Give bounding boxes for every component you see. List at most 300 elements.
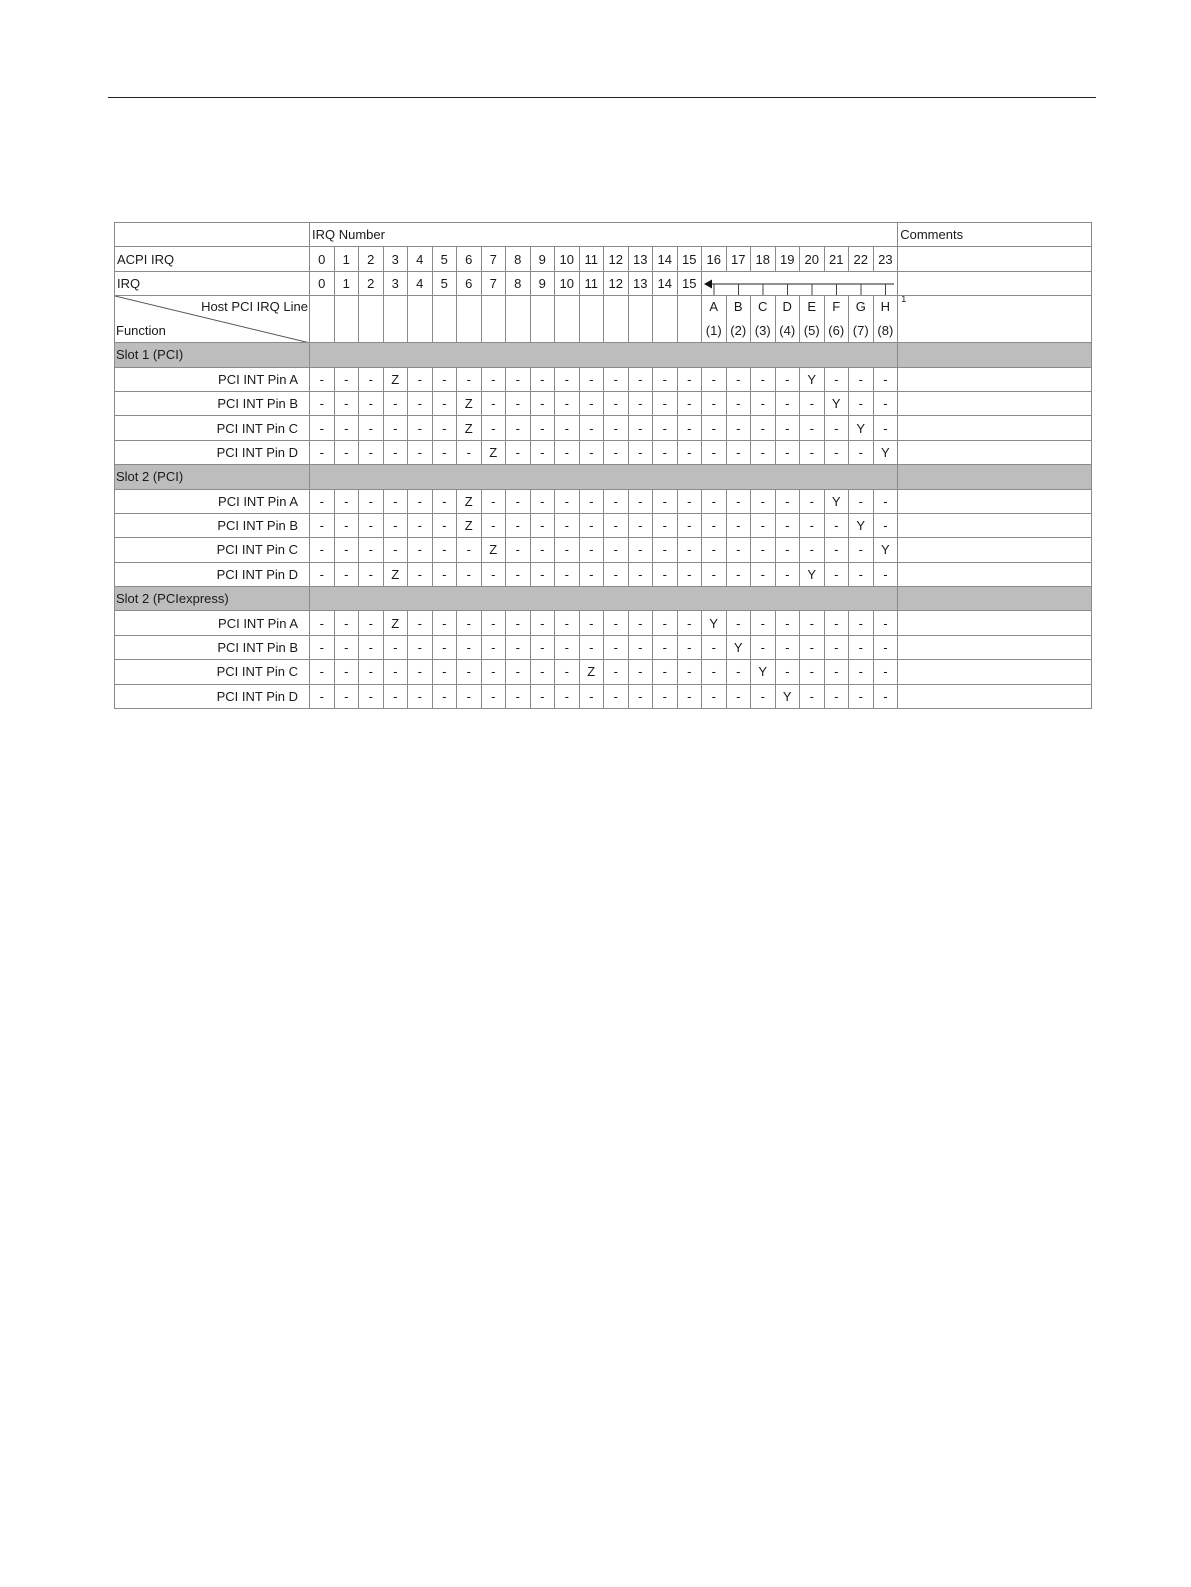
- mapping-cell: -: [824, 562, 849, 586]
- mapping-cell: Y: [849, 416, 874, 440]
- comment-cell: [898, 416, 1092, 440]
- mapping-cell: -: [873, 391, 898, 415]
- comment-cell: [898, 611, 1092, 635]
- section-filler: [310, 343, 898, 367]
- function-label: PCI INT Pin A: [115, 489, 310, 513]
- comment-cell: [898, 513, 1092, 537]
- mapping-cell: -: [579, 513, 604, 537]
- mapping-cell: -: [334, 660, 359, 684]
- mapping-cell: -: [653, 489, 678, 513]
- mapping-cell: -: [800, 416, 825, 440]
- mapping-cell: -: [702, 391, 727, 415]
- mapping-cell: -: [604, 562, 629, 586]
- mapping-cell: -: [555, 660, 580, 684]
- host-pci-line-cell: [702, 296, 727, 343]
- section-title: Slot 2 (PCI): [115, 465, 310, 489]
- host-line-letter: F: [832, 299, 841, 315]
- mapping-cell: -: [481, 660, 506, 684]
- mapping-cell: -: [555, 440, 580, 464]
- mapping-cell: Y: [873, 440, 898, 464]
- mapping-cell: -: [800, 660, 825, 684]
- mapping-cell: -: [383, 440, 408, 464]
- host-line-empty-cell: [408, 296, 433, 343]
- acpi-irq-value: 13: [628, 247, 653, 271]
- mapping-cell: -: [775, 538, 800, 562]
- mapping-cell: -: [677, 660, 702, 684]
- host-pci-line-cell: [726, 296, 751, 343]
- mapping-cell: -: [677, 513, 702, 537]
- routing-arrow-icon: [702, 272, 898, 296]
- mapping-cell: -: [481, 391, 506, 415]
- section-header-row: [115, 465, 1092, 489]
- mapping-cell: -: [751, 562, 776, 586]
- mapping-cell: Z: [383, 562, 408, 586]
- mapping-cell: -: [775, 440, 800, 464]
- comment-cell: [898, 440, 1092, 464]
- mapping-cell: -: [432, 440, 457, 464]
- section-comment-cell: [898, 343, 1092, 367]
- acpi-irq-value: 1: [334, 247, 359, 271]
- mapping-cell: -: [359, 660, 384, 684]
- host-line-empty-cell: [506, 296, 531, 343]
- mapping-cell: -: [726, 660, 751, 684]
- mapping-cell: -: [849, 562, 874, 586]
- acpi-irq-row: [115, 247, 1092, 271]
- mapping-cell: -: [677, 489, 702, 513]
- mapping-cell: -: [726, 684, 751, 708]
- mapping-cell: -: [579, 416, 604, 440]
- mapping-cell: -: [677, 440, 702, 464]
- mapping-cell: -: [628, 635, 653, 659]
- mapping-cell: -: [628, 611, 653, 635]
- mapping-cell: -: [726, 440, 751, 464]
- mapping-cell: -: [506, 611, 531, 635]
- irq-value: 11: [579, 271, 604, 295]
- mapping-cell: -: [334, 416, 359, 440]
- mapping-cell: -: [873, 611, 898, 635]
- mapping-cell: -: [579, 635, 604, 659]
- table-row: [115, 660, 1092, 684]
- section-title: Slot 1 (PCI): [115, 343, 310, 367]
- mapping-cell: -: [653, 391, 678, 415]
- mapping-cell: -: [800, 538, 825, 562]
- mapping-cell: Y: [800, 562, 825, 586]
- irq-value: 14: [653, 271, 678, 295]
- table-row: [115, 489, 1092, 513]
- irq-value: 7: [481, 271, 506, 295]
- mapping-cell: -: [506, 562, 531, 586]
- mapping-cell: -: [530, 538, 555, 562]
- mapping-cell: -: [824, 635, 849, 659]
- irq-value: 12: [604, 271, 629, 295]
- mapping-cell: -: [628, 440, 653, 464]
- mapping-cell: -: [628, 538, 653, 562]
- acpi-irq-value: 16: [702, 247, 727, 271]
- host-line-number: (2): [730, 323, 747, 339]
- mapping-cell: -: [751, 611, 776, 635]
- mapping-cell: Y: [849, 513, 874, 537]
- acpi-irq-value: 2: [359, 247, 384, 271]
- acpi-irq-value: 4: [408, 247, 433, 271]
- table-row: [115, 416, 1092, 440]
- mapping-cell: -: [457, 684, 482, 708]
- host-line-number: (1): [705, 323, 722, 339]
- mapping-cell: -: [849, 684, 874, 708]
- mapping-cell: -: [873, 684, 898, 708]
- mapping-cell: Y: [824, 489, 849, 513]
- mapping-cell: -: [310, 513, 335, 537]
- irq-value: 9: [530, 271, 555, 295]
- mapping-cell: -: [506, 660, 531, 684]
- mapping-cell: Y: [824, 391, 849, 415]
- mapping-cell: -: [873, 489, 898, 513]
- comment-cell: [898, 562, 1092, 586]
- mapping-cell: -: [359, 416, 384, 440]
- acpi-irq-value: 0: [310, 247, 335, 271]
- mapping-cell: -: [555, 635, 580, 659]
- mapping-cell: -: [310, 660, 335, 684]
- mapping-cell: -: [432, 684, 457, 708]
- mapping-cell: -: [555, 513, 580, 537]
- mapping-cell: -: [824, 611, 849, 635]
- irq-value: 1: [334, 271, 359, 295]
- host-line-empty-cell: [604, 296, 629, 343]
- mapping-cell: -: [530, 440, 555, 464]
- acpi-irq-value: 19: [775, 247, 800, 271]
- irq-value: 4: [408, 271, 433, 295]
- mapping-cell: -: [383, 635, 408, 659]
- acpi-irq-value: 23: [873, 247, 898, 271]
- function-label: PCI INT Pin C: [115, 660, 310, 684]
- irq-value: 13: [628, 271, 653, 295]
- mapping-cell: -: [702, 635, 727, 659]
- mapping-cell: -: [653, 513, 678, 537]
- mapping-cell: -: [555, 538, 580, 562]
- host-pci-line-cell: [824, 296, 849, 343]
- mapping-cell: -: [653, 635, 678, 659]
- acpi-irq-value: 5: [432, 247, 457, 271]
- function-label: PCI INT Pin C: [115, 538, 310, 562]
- mapping-cell: -: [604, 440, 629, 464]
- mapping-cell: -: [824, 367, 849, 391]
- acpi-irq-value: 14: [653, 247, 678, 271]
- mapping-cell: -: [824, 684, 849, 708]
- mapping-cell: -: [726, 489, 751, 513]
- mapping-cell: -: [457, 538, 482, 562]
- mapping-cell: -: [824, 440, 849, 464]
- mapping-cell: -: [628, 489, 653, 513]
- mapping-cell: -: [702, 489, 727, 513]
- mapping-cell: -: [334, 489, 359, 513]
- mapping-cell: -: [653, 660, 678, 684]
- mapping-cell: -: [506, 635, 531, 659]
- mapping-cell: -: [555, 489, 580, 513]
- mapping-cell: -: [506, 440, 531, 464]
- mapping-cell: -: [310, 635, 335, 659]
- mapping-cell: Y: [726, 635, 751, 659]
- table-row: [115, 538, 1092, 562]
- mapping-cell: -: [457, 660, 482, 684]
- mapping-cell: -: [604, 416, 629, 440]
- mapping-cell: -: [334, 440, 359, 464]
- mapping-cell: -: [383, 538, 408, 562]
- mapping-cell: -: [432, 367, 457, 391]
- mapping-cell: Y: [873, 538, 898, 562]
- mapping-cell: -: [481, 684, 506, 708]
- mapping-cell: Z: [383, 611, 408, 635]
- host-line-number: (3): [754, 323, 771, 339]
- mapping-cell: -: [653, 367, 678, 391]
- mapping-cell: -: [383, 391, 408, 415]
- comment-cell: [898, 660, 1092, 684]
- mapping-cell: -: [579, 440, 604, 464]
- function-label: PCI INT Pin C: [115, 416, 310, 440]
- mapping-cell: -: [775, 416, 800, 440]
- mapping-cell: -: [702, 660, 727, 684]
- acpi-irq-value: 12: [604, 247, 629, 271]
- acpi-irq-value: 11: [579, 247, 604, 271]
- mapping-cell: Y: [702, 611, 727, 635]
- mapping-cell: -: [408, 440, 433, 464]
- section-filler: [310, 587, 898, 611]
- host-line-empty-cell: [481, 296, 506, 343]
- host-line-letter: E: [807, 299, 817, 315]
- mapping-cell: -: [751, 367, 776, 391]
- mapping-cell: -: [555, 367, 580, 391]
- mapping-cell: -: [408, 684, 433, 708]
- mapping-cell: -: [383, 489, 408, 513]
- mapping-cell: -: [677, 367, 702, 391]
- mapping-cell: -: [628, 562, 653, 586]
- mapping-cell: -: [653, 416, 678, 440]
- mapping-cell: -: [359, 513, 384, 537]
- mapping-cell: -: [628, 391, 653, 415]
- mapping-cell: -: [310, 367, 335, 391]
- mapping-cell: -: [432, 538, 457, 562]
- function-label: Function: [116, 323, 166, 339]
- acpi-irq-value: 22: [849, 247, 874, 271]
- mapping-cell: -: [604, 367, 629, 391]
- mapping-cell: -: [555, 562, 580, 586]
- host-line-number: (8): [877, 323, 894, 339]
- mapping-cell: -: [555, 391, 580, 415]
- mapping-cell: -: [408, 562, 433, 586]
- host-line-empty-cell: [310, 296, 335, 343]
- irq-value: 2: [359, 271, 384, 295]
- mapping-cell: -: [481, 635, 506, 659]
- mapping-cell: -: [408, 489, 433, 513]
- comment-cell: [898, 684, 1092, 708]
- mapping-cell: -: [530, 562, 555, 586]
- section-comment-cell: [898, 587, 1092, 611]
- irq-row: [115, 271, 1092, 295]
- mapping-cell: -: [383, 416, 408, 440]
- mapping-cell: -: [359, 367, 384, 391]
- mapping-cell: Y: [775, 684, 800, 708]
- mapping-cell: -: [432, 513, 457, 537]
- mapping-cell: -: [751, 513, 776, 537]
- mapping-cell: -: [506, 367, 531, 391]
- comments-header: Comments: [898, 223, 1092, 247]
- function-label: PCI INT Pin A: [115, 367, 310, 391]
- mapping-cell: -: [873, 660, 898, 684]
- mapping-cell: -: [408, 635, 433, 659]
- host-line-number: (5): [803, 323, 820, 339]
- mapping-cell: -: [677, 391, 702, 415]
- mapping-cell: -: [359, 562, 384, 586]
- mapping-cell: -: [702, 416, 727, 440]
- mapping-cell: -: [530, 416, 555, 440]
- mapping-cell: -: [800, 635, 825, 659]
- mapping-cell: -: [677, 538, 702, 562]
- mapping-cell: -: [824, 538, 849, 562]
- irq-value: 5: [432, 271, 457, 295]
- mapping-cell: -: [481, 562, 506, 586]
- acpi-irq-value: 7: [481, 247, 506, 271]
- mapping-cell: -: [800, 684, 825, 708]
- mapping-cell: -: [432, 416, 457, 440]
- irq-routing-arrow-cell: [702, 271, 898, 295]
- mapping-cell: -: [628, 416, 653, 440]
- mapping-cell: -: [726, 538, 751, 562]
- mapping-cell: -: [751, 684, 776, 708]
- mapping-cell: -: [530, 684, 555, 708]
- comment-cell: [898, 635, 1092, 659]
- mapping-cell: -: [310, 391, 335, 415]
- function-label: PCI INT Pin B: [115, 513, 310, 537]
- host-line-empty-cell: [359, 296, 384, 343]
- mapping-cell: -: [334, 391, 359, 415]
- mapping-cell: -: [383, 684, 408, 708]
- comment-cell: [898, 391, 1092, 415]
- mapping-cell: Z: [481, 538, 506, 562]
- mapping-cell: Z: [383, 367, 408, 391]
- mapping-cell: -: [530, 611, 555, 635]
- acpi-irq-value: 3: [383, 247, 408, 271]
- mapping-cell: -: [873, 635, 898, 659]
- acpi-irq-value: 17: [726, 247, 751, 271]
- mapping-cell: -: [800, 611, 825, 635]
- mapping-cell: -: [579, 391, 604, 415]
- mapping-cell: -: [481, 611, 506, 635]
- table-row: [115, 611, 1092, 635]
- acpi-irq-value: 20: [800, 247, 825, 271]
- section-header-row: [115, 587, 1092, 611]
- mapping-cell: -: [751, 489, 776, 513]
- mapping-cell: -: [310, 562, 335, 586]
- irq-value: 15: [677, 271, 702, 295]
- irq-number-header: IRQ Number: [310, 223, 898, 247]
- host-pci-line-cell: [775, 296, 800, 343]
- comment-cell: [898, 296, 1092, 343]
- mapping-cell: -: [775, 562, 800, 586]
- irq-value: 6: [457, 271, 482, 295]
- comment-cell: [898, 538, 1092, 562]
- mapping-cell: -: [751, 416, 776, 440]
- mapping-cell: Z: [457, 391, 482, 415]
- mapping-cell: -: [824, 416, 849, 440]
- mapping-cell: -: [849, 367, 874, 391]
- mapping-cell: -: [726, 416, 751, 440]
- host-pci-line-row: [115, 296, 1092, 343]
- mapping-cell: -: [408, 660, 433, 684]
- mapping-cell: -: [334, 684, 359, 708]
- table-row: [115, 684, 1092, 708]
- mapping-cell: -: [579, 684, 604, 708]
- mapping-cell: -: [604, 391, 629, 415]
- mapping-cell: -: [506, 416, 531, 440]
- mapping-cell: -: [310, 416, 335, 440]
- host-line-letter: B: [733, 299, 743, 315]
- host-line-empty-cell: [383, 296, 408, 343]
- mapping-cell: -: [457, 367, 482, 391]
- mapping-cell: -: [481, 367, 506, 391]
- irq-label: IRQ: [115, 271, 310, 295]
- host-line-empty-cell: [334, 296, 359, 343]
- mapping-cell: -: [383, 513, 408, 537]
- acpi-irq-value: 21: [824, 247, 849, 271]
- mapping-cell: -: [726, 611, 751, 635]
- mapping-cell: -: [408, 367, 433, 391]
- mapping-cell: -: [604, 489, 629, 513]
- mapping-cell: -: [457, 611, 482, 635]
- acpi-irq-value: 15: [677, 247, 702, 271]
- mapping-cell: -: [677, 611, 702, 635]
- host-line-number: (4): [779, 323, 796, 339]
- mapping-cell: Z: [457, 416, 482, 440]
- host-line-empty-cell: [555, 296, 580, 343]
- host-line-empty-cell: [628, 296, 653, 343]
- acpi-irq-value: 10: [555, 247, 580, 271]
- mapping-cell: -: [334, 538, 359, 562]
- acpi-irq-label: ACPI IRQ: [115, 247, 310, 271]
- mapping-cell: -: [408, 391, 433, 415]
- mapping-cell: -: [359, 611, 384, 635]
- mapping-cell: -: [653, 440, 678, 464]
- mapping-cell: -: [604, 611, 629, 635]
- mapping-cell: -: [604, 538, 629, 562]
- mapping-cell: -: [457, 562, 482, 586]
- mapping-cell: -: [775, 635, 800, 659]
- mapping-cell: -: [604, 660, 629, 684]
- mapping-cell: -: [530, 367, 555, 391]
- mapping-cell: Y: [751, 660, 776, 684]
- host-pci-line-cell: [800, 296, 825, 343]
- mapping-cell: -: [408, 513, 433, 537]
- mapping-cell: -: [849, 538, 874, 562]
- function-label: PCI INT Pin B: [115, 391, 310, 415]
- mapping-cell: -: [359, 538, 384, 562]
- comment-cell: [898, 247, 1092, 271]
- mapping-cell: -: [579, 611, 604, 635]
- irq-value: 0: [310, 271, 335, 295]
- host-line-empty-cell: [432, 296, 457, 343]
- mapping-cell: -: [849, 635, 874, 659]
- host-pci-line-cell: [849, 296, 874, 343]
- mapping-cell: -: [310, 684, 335, 708]
- mapping-cell: -: [702, 513, 727, 537]
- mapping-cell: -: [310, 440, 335, 464]
- mapping-cell: -: [653, 562, 678, 586]
- mapping-cell: -: [751, 635, 776, 659]
- mapping-cell: -: [530, 635, 555, 659]
- mapping-cell: -: [506, 538, 531, 562]
- mapping-cell: -: [359, 635, 384, 659]
- mapping-cell: -: [702, 562, 727, 586]
- mapping-cell: -: [628, 684, 653, 708]
- mapping-cell: -: [432, 489, 457, 513]
- mapping-cell: -: [506, 489, 531, 513]
